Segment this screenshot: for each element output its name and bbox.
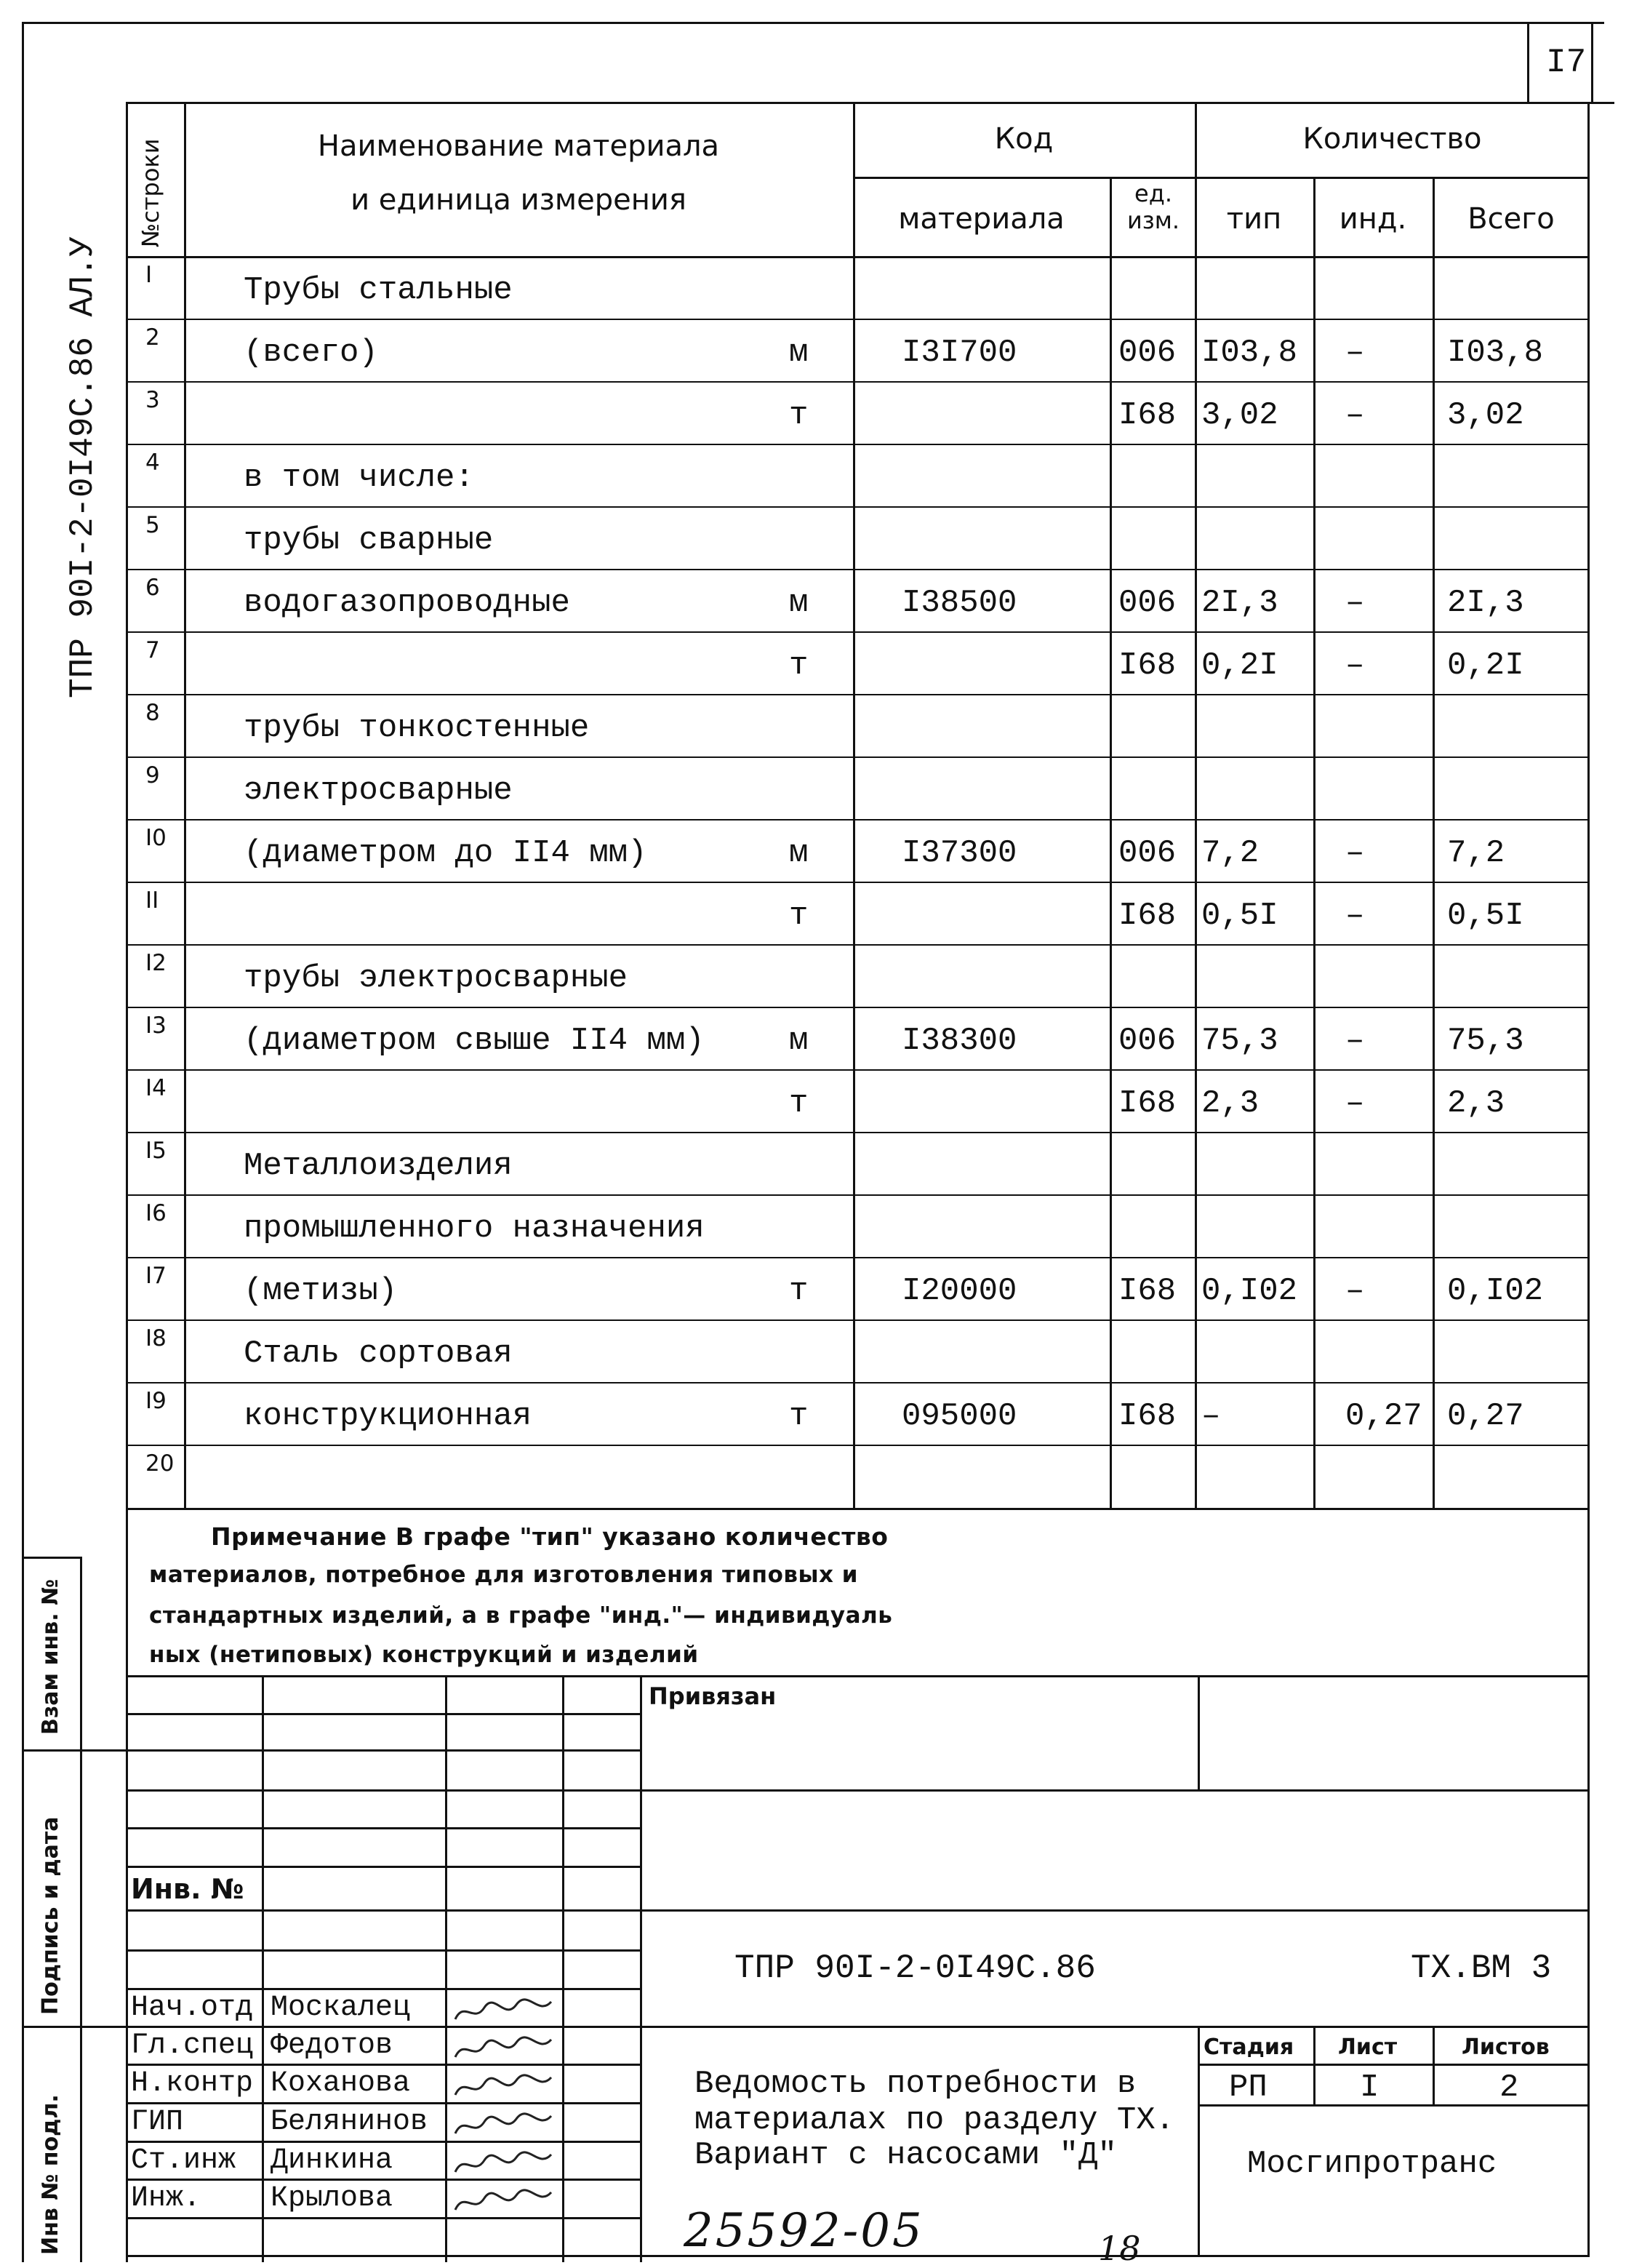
material-name-cell: (диаметром свыше II4 мм): [244, 1023, 705, 1059]
unit-code-cell: I68: [1118, 1085, 1177, 1122]
qty-type-cell: 2I,3: [1201, 585, 1278, 621]
unit-cell: м: [789, 335, 809, 371]
qty-type-cell: 7,2: [1201, 835, 1259, 871]
qty-type-cell: 0,2I: [1201, 647, 1278, 684]
row-number-cell: I5: [145, 1138, 167, 1164]
qty-ind-cell: –: [1345, 647, 1365, 684]
row-number-cell: I6: [145, 1200, 167, 1226]
qty-type-cell: 2,3: [1201, 1085, 1259, 1122]
material-code-cell: I37300: [902, 835, 1017, 871]
signer-name: Москалец: [271, 1992, 411, 2024]
signer-name: Крылова: [271, 2182, 393, 2215]
table-row: [0, 819, 1626, 882]
row-number-cell: 8: [145, 700, 160, 726]
signature-scribble: [449, 2032, 558, 2064]
quantity-type-header: тип: [1226, 202, 1282, 236]
signature-scribble: [449, 2109, 558, 2141]
sheet-value: I: [1360, 2069, 1379, 2106]
material-name-cell: трубы тонкостенные: [244, 710, 590, 746]
signer-role: Н.контр: [131, 2067, 254, 2100]
material-name-cell: трубы электросварные: [244, 960, 628, 997]
material-name-cell: (всего): [244, 335, 378, 371]
qty-ind-cell: –: [1345, 335, 1365, 371]
qty-total-cell: 2I,3: [1447, 585, 1524, 621]
material-name-cell: Сталь сортовая: [244, 1335, 513, 1372]
unit-code-cell: I68: [1118, 647, 1177, 684]
stage-value: РП: [1229, 2069, 1267, 2106]
qty-type-cell: 0,5I: [1201, 898, 1278, 934]
signer-name: Белянинов: [271, 2106, 428, 2139]
unit-cell: т: [789, 898, 809, 934]
row-number-cell: 3: [145, 387, 160, 413]
table-row: [0, 1069, 1626, 1132]
signature-scribble: [449, 1995, 558, 2027]
qty-type-cell: 75,3: [1201, 1023, 1278, 1059]
row-number-cell: 2: [145, 324, 160, 351]
table-row: [0, 1007, 1626, 1069]
quantity-header: Количество: [1302, 122, 1482, 156]
unit-cell: т: [789, 1273, 809, 1309]
sheet-code: ТХ.ВМ 3: [1411, 1949, 1552, 1987]
name-header-line2: и единица измерения: [351, 183, 686, 217]
material-code-cell: 095000: [902, 1398, 1017, 1434]
table-row: [0, 1257, 1626, 1319]
material-name-cell: в том числе:: [244, 460, 474, 496]
row-number-cell: I: [145, 262, 153, 288]
signature-scribble: [449, 2185, 558, 2217]
table-row: [0, 569, 1626, 631]
quantity-ind-header: инд.: [1339, 202, 1407, 236]
sheet-label: Лист: [1338, 2035, 1398, 2060]
unit-cell: т: [789, 397, 809, 434]
row-number-cell: I2: [145, 950, 167, 976]
signature-scribble: [449, 2147, 558, 2179]
doc-title-line3: Вариант с насосами "Д": [694, 2137, 1117, 2173]
sheets-value: 2: [1499, 2069, 1519, 2106]
qty-total-cell: 0,2I: [1447, 647, 1524, 684]
material-code-cell: I3I700: [902, 335, 1017, 371]
qty-total-cell: 75,3: [1447, 1023, 1524, 1059]
privyazan-label: Привязан: [649, 1682, 777, 1710]
podpis-data-label: Подпись и дата: [38, 1816, 63, 2015]
table-row: [0, 444, 1626, 506]
quantity-total-header: Всего: [1467, 202, 1555, 236]
material-name-cell: конструкционная: [244, 1398, 532, 1434]
row-number-cell: I8: [145, 1325, 167, 1351]
row-number-cell: 6: [145, 575, 160, 601]
qty-type-cell: 3,02: [1201, 397, 1278, 434]
material-name-cell: водогазопроводные: [244, 585, 570, 621]
row-number-cell: 9: [145, 762, 160, 788]
table-row: [0, 1382, 1626, 1445]
bottom-page-number: 18: [1098, 2229, 1141, 2268]
unit-code-cell: 006: [1118, 835, 1177, 871]
doc-title-line2: материалах по разделу ТХ.: [694, 2102, 1175, 2139]
name-header-line1: Наименование материала: [317, 129, 720, 163]
signature-scribble: [449, 2070, 558, 2102]
row-number-cell: I4: [145, 1075, 167, 1101]
signer-role: Ст.инж: [131, 2144, 236, 2177]
table-row: [0, 381, 1626, 444]
table-row: [0, 944, 1626, 1007]
code-header: Код: [994, 122, 1054, 156]
unit-cell: т: [789, 647, 809, 684]
table-row: [0, 1445, 1626, 1507]
unit-code-cell: 006: [1118, 335, 1177, 371]
qty-total-cell: 0,5I: [1447, 898, 1524, 934]
row-number-cell: I9: [145, 1388, 167, 1414]
unit-cell: т: [789, 1398, 809, 1434]
qty-total-cell: 2,3: [1447, 1085, 1505, 1122]
qty-total-cell: 0,27: [1447, 1398, 1524, 1434]
material-name-cell: Металлоизделия: [244, 1148, 513, 1184]
code-material-header: материала: [898, 202, 1065, 236]
unit-cell: м: [789, 1023, 809, 1059]
qty-total-cell: I03,8: [1447, 335, 1544, 371]
unit-code-cell: 006: [1118, 1023, 1177, 1059]
qty-ind-cell: –: [1345, 1023, 1365, 1059]
table-row: [0, 882, 1626, 944]
unit-code-cell: I68: [1118, 1398, 1177, 1434]
unit-cell: т: [789, 1085, 809, 1122]
qty-ind-cell: 0,27: [1345, 1398, 1422, 1434]
signer-role: ГИП: [131, 2106, 184, 2139]
material-code-cell: I20000: [902, 1273, 1017, 1309]
row-number-cell: 5: [145, 512, 160, 538]
unit-code-cell: I68: [1118, 898, 1177, 934]
table-row: [0, 756, 1626, 819]
vzam-inv-label: Взам инв. №: [38, 1578, 63, 1735]
material-code-cell: I38300: [902, 1023, 1017, 1059]
note-line-2: материалов, потребное для изготовления типовых и: [149, 1562, 859, 1588]
qty-type-cell: 0,I02: [1201, 1273, 1298, 1309]
side-document-code: ТПР 90I-2-0I49С.86 АЛ.У: [64, 236, 102, 698]
unit-code-cell: I68: [1118, 1273, 1177, 1309]
signer-name: Коханова: [271, 2067, 411, 2100]
material-name-cell: Трубы стальные: [244, 272, 513, 308]
stage-label: Стадия: [1204, 2035, 1294, 2060]
table-row: [0, 694, 1626, 756]
row-number-cell: 7: [145, 637, 160, 663]
qty-ind-cell: –: [1345, 1085, 1365, 1122]
qty-total-cell: 3,02: [1447, 397, 1524, 434]
table-row: [0, 631, 1626, 694]
row-number-cell: 20: [145, 1450, 175, 1477]
qty-type-cell: –: [1201, 1398, 1221, 1434]
qty-ind-cell: –: [1345, 585, 1365, 621]
signer-role: Гл.спец: [131, 2029, 254, 2062]
qty-ind-cell: –: [1345, 835, 1365, 871]
table-row: [0, 1319, 1626, 1382]
row-number-cell: II: [145, 887, 159, 914]
row-number-cell: I0: [145, 825, 167, 851]
qty-ind-cell: –: [1345, 1273, 1365, 1309]
table-row: [0, 1194, 1626, 1257]
qty-total-cell: 7,2: [1447, 835, 1505, 871]
page-number: I7: [1546, 44, 1587, 81]
doc-title-line1: Ведомость потребности в: [694, 2066, 1137, 2102]
table-row: [0, 256, 1626, 319]
row-number-cell: I7: [145, 1263, 167, 1289]
table-row: [0, 319, 1626, 381]
material-name-cell: (метизы): [244, 1273, 398, 1309]
signer-role: Инж.: [131, 2182, 201, 2215]
unit-code-cell: 006: [1118, 585, 1177, 621]
material-name-cell: промышленного назначения: [244, 1210, 705, 1247]
table-row: [0, 1132, 1626, 1194]
row-number-cell: 4: [145, 450, 160, 476]
material-name-cell: (диаметром до II4 мм): [244, 835, 647, 871]
signer-name: Федотов: [271, 2029, 393, 2062]
qty-type-cell: I03,8: [1201, 335, 1298, 371]
row-number-header: №строки: [137, 138, 164, 247]
code-unit-header: ед. изм.: [1126, 180, 1180, 234]
sheets-label: Листов: [1462, 2035, 1550, 2060]
qty-ind-cell: –: [1345, 898, 1365, 934]
note-line-4: ных (нетиповых) конструкций и изделий: [149, 1642, 699, 1668]
organization-name: Мосгипротранс: [1247, 2146, 1497, 2182]
material-code-cell: I38500: [902, 585, 1017, 621]
archive-number: 25592-05: [684, 2204, 924, 2258]
unit-cell: м: [789, 585, 809, 621]
unit-cell: м: [789, 835, 809, 871]
qty-ind-cell: –: [1345, 397, 1365, 434]
row-number-cell: I3: [145, 1013, 167, 1039]
unit-code-cell: I68: [1118, 397, 1177, 434]
material-name-cell: электросварные: [244, 772, 513, 809]
inv-podl-label: Инв № подл.: [38, 2094, 63, 2255]
qty-total-cell: 0,I02: [1447, 1273, 1544, 1309]
note-line-1: Примечание В графе "тип" указано количество: [211, 1522, 889, 1551]
note-line-3: стандартных изделий, а в графе "инд."— индивидуаль: [149, 1602, 893, 1629]
signer-role: Нач.отд: [131, 1992, 254, 2024]
signer-name: Динкина: [271, 2144, 393, 2177]
table-row: [0, 506, 1626, 569]
document-code: ТПР 90I-2-0I49С.86: [734, 1949, 1096, 1987]
material-name-cell: трубы сварные: [244, 522, 494, 559]
inv-no-label: Инв. №: [131, 1873, 244, 1905]
